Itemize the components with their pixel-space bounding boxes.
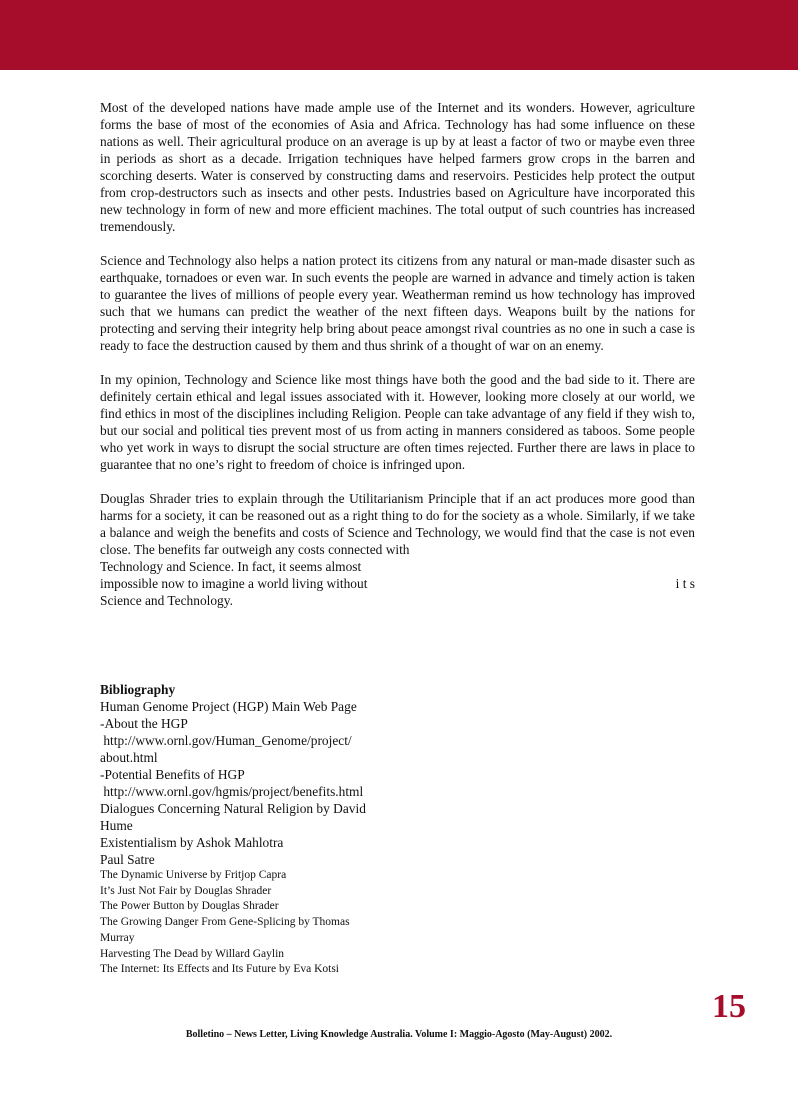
bibliography-entry: -About the HGP: [100, 716, 188, 731]
closing-line-2: [100, 575, 695, 592]
bibliography-entry: Harvesting The Dead by Willard Gaylin: [100, 947, 285, 960]
bibliography-entry: The Growing Danger From Gene-Splicing by Thomas: [100, 916, 350, 929]
bibliography-link: about.html: [100, 750, 158, 765]
bibliography-entry: Paul Satre: [100, 852, 155, 867]
paragraph-disaster: Science and Technology also helps a nation protect its citizens from any natural or man-made disaster such as earthquake, tornadoes or even war. In such events the people are warned in advance and timely action is taken to guarantee the lives of millions of people every year. Weatherman remind us how technology has improved such that we humans can predict the weather of the next fifteen days. Weapons built by the nations for protecting and serving their integrity help bring about peace amongst rival countries as no one in such a case is ready to face the destruction caused by them and thus shrink of a thought of war on an enemy.: [100, 253, 695, 353]
paragraph-agriculture: Most of the developed nations have made ample use of the Internet and its wonders. However, agriculture forms the base of most of the economies of Asia and Africa. Technology has had some influence on these nations as well. Their agricultural produce on an average is up by at least a factor of two or maybe even three in periods as short as a decade. Irrigation techniques have helped farmers grow crops in the barren and scorching deserts. Water is conserved by constructing dams and reservoirs. Pesticides help protect the output from crop-destructors such as insects and other pests. Industries based on Agriculture have incorporated this new technology in form of new and more efficient machines. The total output of such countries has increased tremendously.: [100, 100, 695, 234]
bibliography-link: http://www.ornl.gov/Human_Genome/project/: [100, 733, 352, 748]
footer: Bolletino – News Letter, Living Knowledge Australia. Volume I: Maggio-Agosto (May-August) 2002.: [185, 1029, 613, 1040]
bibliography-heading: Bibliography: [100, 682, 176, 697]
bibliography-entry: The Internet: Its Effects and Its Future by Eva Kotsi: [100, 963, 339, 976]
bibliography-entry: It’s Just Not Fair by Douglas Shrader: [100, 884, 272, 897]
bibliography-entry: Hume: [100, 818, 133, 833]
bibliography-entry: The Power Button by Douglas Shrader: [100, 900, 279, 913]
closing-line-3: Science and Technology.: [100, 593, 233, 608]
page-number: 15: [712, 988, 746, 1025]
bibliography-entry: Human Genome Project (HGP) Main Web Page: [100, 699, 357, 714]
paragraph-utilitarianism: Douglas Shrader tries to explain through the Utilitarianism Principle that if an act produces more good than harms for a society, it can be reasoned out as a right thing to do for the society as a whole. Similarly, if we take a balance and weigh the benefits and costs of Science and Technology, we would find that the case is not even close. The benefits far outweigh any costs connected with: [100, 491, 695, 557]
bibliography-entry: Existentialism by Ashok Mahlotra: [100, 835, 284, 850]
closing-line-2-right: i t s: [675, 576, 695, 591]
closing-line-2-left: impossible now to imagine a world living without: [100, 576, 368, 591]
header-band: [0, 0, 798, 70]
article-body: [100, 99, 695, 609]
paragraph-opinion: In my opinion, Technology and Science like most things have both the good and the bad side to it. There are definitely certain ethical and legal issues associated with it. However, looking more closely at our world, we find ethics in most of the disciplines including Religion. People can take advantage of any field if they wish to, but our social and political ties prevent most of us from acting in manners considered as taboos. Some people who yet work in ways to disrupt the social structure are often times rejected. Further there are laws in place to guarantee that no one’s right to freedom of choice is infringed upon.: [100, 372, 695, 472]
bibliography-entry: Murray: [100, 931, 135, 944]
closing-lines: [100, 558, 695, 609]
bibliography-link: http://www.ornl.gov/hgmis/project/benefits.html: [100, 784, 364, 799]
closing-line-1: Technology and Science. In fact, it seems almost: [100, 559, 362, 574]
bibliography-entry: -Potential Benefits of HGP: [100, 767, 245, 782]
bibliography-entry: Dialogues Concerning Natural Religion by David: [100, 801, 366, 816]
bibliography: [100, 681, 400, 978]
bibliography-entry: The Dynamic Universe by Fritjop Capra: [100, 869, 287, 881]
